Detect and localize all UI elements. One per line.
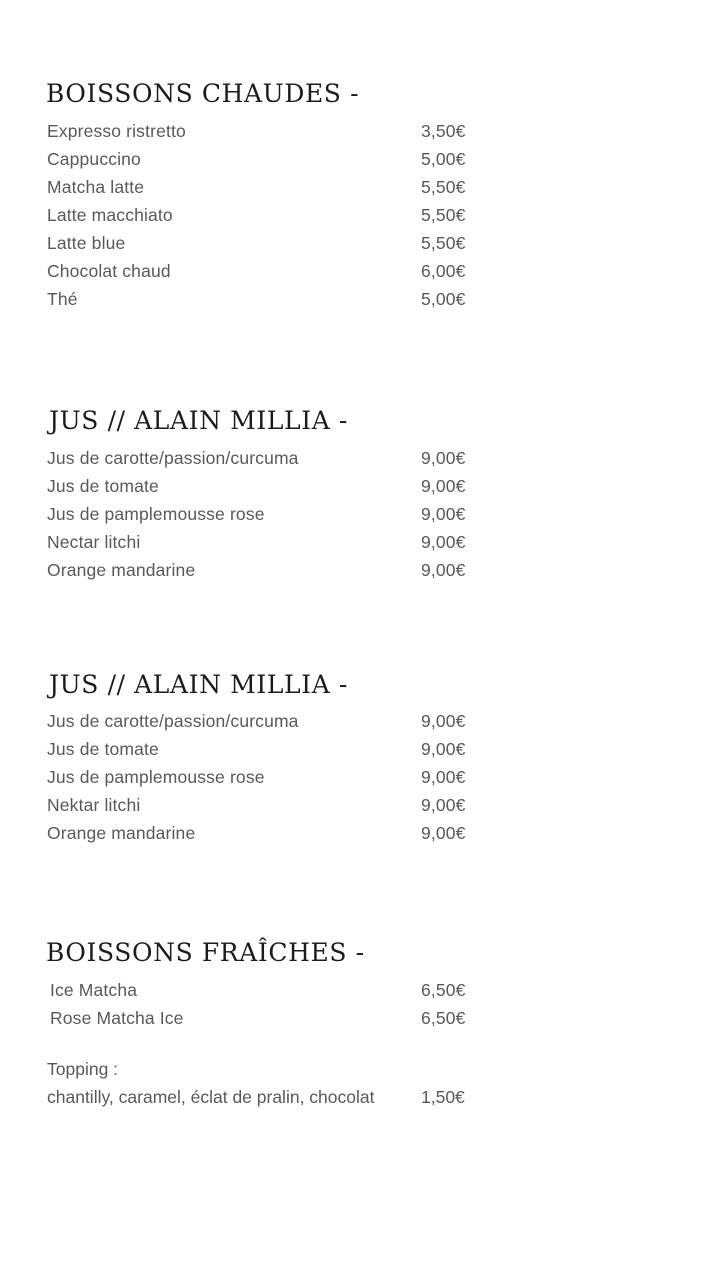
menu-item-price: 5,50€ <box>421 177 466 197</box>
menu-item-name: Chocolat chaud <box>47 261 171 281</box>
menu-item <box>47 763 477 791</box>
menu-item-price: 5,00€ <box>421 289 466 309</box>
menu-item-price: 5,50€ <box>421 205 466 225</box>
menu-item-name: Orange mandarine <box>47 560 196 580</box>
topping-block <box>47 1055 487 1111</box>
topping-row <box>47 1083 487 1111</box>
menu-item-name: Jus de carotte/passion/curcuma <box>47 711 299 731</box>
menu-item-price: 9,00€ <box>421 739 466 759</box>
topping-description: chantilly, caramel, éclat de pralin, chocolat <box>47 1087 375 1107</box>
menu-item-price: 5,50€ <box>421 233 466 253</box>
menu-item <box>47 472 477 500</box>
menu-item-price: 6,00€ <box>421 261 466 281</box>
menu-item-name: Ice Matcha <box>50 980 138 1000</box>
menu-item <box>47 791 477 819</box>
menu-item <box>47 528 477 556</box>
menu-item-price: 9,00€ <box>421 795 466 815</box>
menu-item-name: Jus de pamplemousse rose <box>47 767 265 787</box>
menu-item-name: Nectar litchi <box>47 532 141 552</box>
menu-item <box>47 285 477 313</box>
menu-item <box>47 173 477 201</box>
menu-item-name: Nektar litchi <box>47 795 141 815</box>
menu-item <box>47 707 477 735</box>
menu-item-name: Matcha latte <box>47 177 145 197</box>
section-title-juices-second: JUS // ALAIN MILLIA - <box>49 669 348 699</box>
menu-item-name: Latte macchiato <box>47 205 173 225</box>
menu-item <box>47 735 477 763</box>
menu-item <box>47 117 477 145</box>
menu-item-name: Thé <box>47 289 78 309</box>
menu-item <box>47 819 477 847</box>
section-title-cold-drinks: BOISSONS FRAÎCHES - <box>46 937 365 967</box>
menu-item-name: Jus de carotte/passion/curcuma <box>47 448 299 468</box>
menu-item <box>47 229 477 257</box>
menu-item-price: 3,50€ <box>421 121 466 141</box>
topping-label: Topping : <box>47 1059 119 1079</box>
menu-item-list-hot-drinks <box>47 117 477 313</box>
menu-item-price: 6,50€ <box>421 980 466 1000</box>
menu-item-name: Latte blue <box>47 233 126 253</box>
menu-item-name: Rose Matcha Ice <box>50 1008 184 1028</box>
menu-item-price: 9,00€ <box>421 823 466 843</box>
menu-item-price: 6,50€ <box>421 1008 466 1028</box>
menu-item-name: Jus de pamplemousse rose <box>47 504 265 524</box>
menu-item-list-juices-second <box>47 707 477 847</box>
menu-item-name: Jus de tomate <box>47 739 159 759</box>
menu-item-price: 9,00€ <box>421 560 466 580</box>
menu-item-list-cold-drinks <box>50 976 480 1032</box>
menu-item-price: 9,00€ <box>421 504 466 524</box>
menu-item-name: Jus de tomate <box>47 476 159 496</box>
section-title-juices-first: JUS // ALAIN MILLIA - <box>49 405 348 435</box>
menu-item-price: 9,00€ <box>421 448 466 468</box>
menu-item-price: 5,00€ <box>421 149 466 169</box>
section-title-hot-drinks: BOISSONS CHAUDES - <box>46 78 360 108</box>
menu-item-price: 9,00€ <box>421 476 466 496</box>
menu-item-name: Cappuccino <box>47 149 141 169</box>
menu-item <box>47 201 477 229</box>
menu-item-price: 9,00€ <box>421 711 466 731</box>
menu-item <box>47 257 477 285</box>
menu-item-name: Expresso ristretto <box>47 121 186 141</box>
topping-price: 1,50€ <box>421 1087 465 1107</box>
menu-item <box>50 1004 480 1032</box>
menu-item <box>50 976 480 1004</box>
menu-item <box>47 444 477 472</box>
menu-item-list-juices-first <box>47 444 477 584</box>
menu-item-name: Orange mandarine <box>47 823 196 843</box>
menu-item-price: 9,00€ <box>421 532 466 552</box>
menu-item <box>47 500 477 528</box>
menu-item <box>47 556 477 584</box>
menu-item <box>47 145 477 173</box>
menu-item-price: 9,00€ <box>421 767 466 787</box>
